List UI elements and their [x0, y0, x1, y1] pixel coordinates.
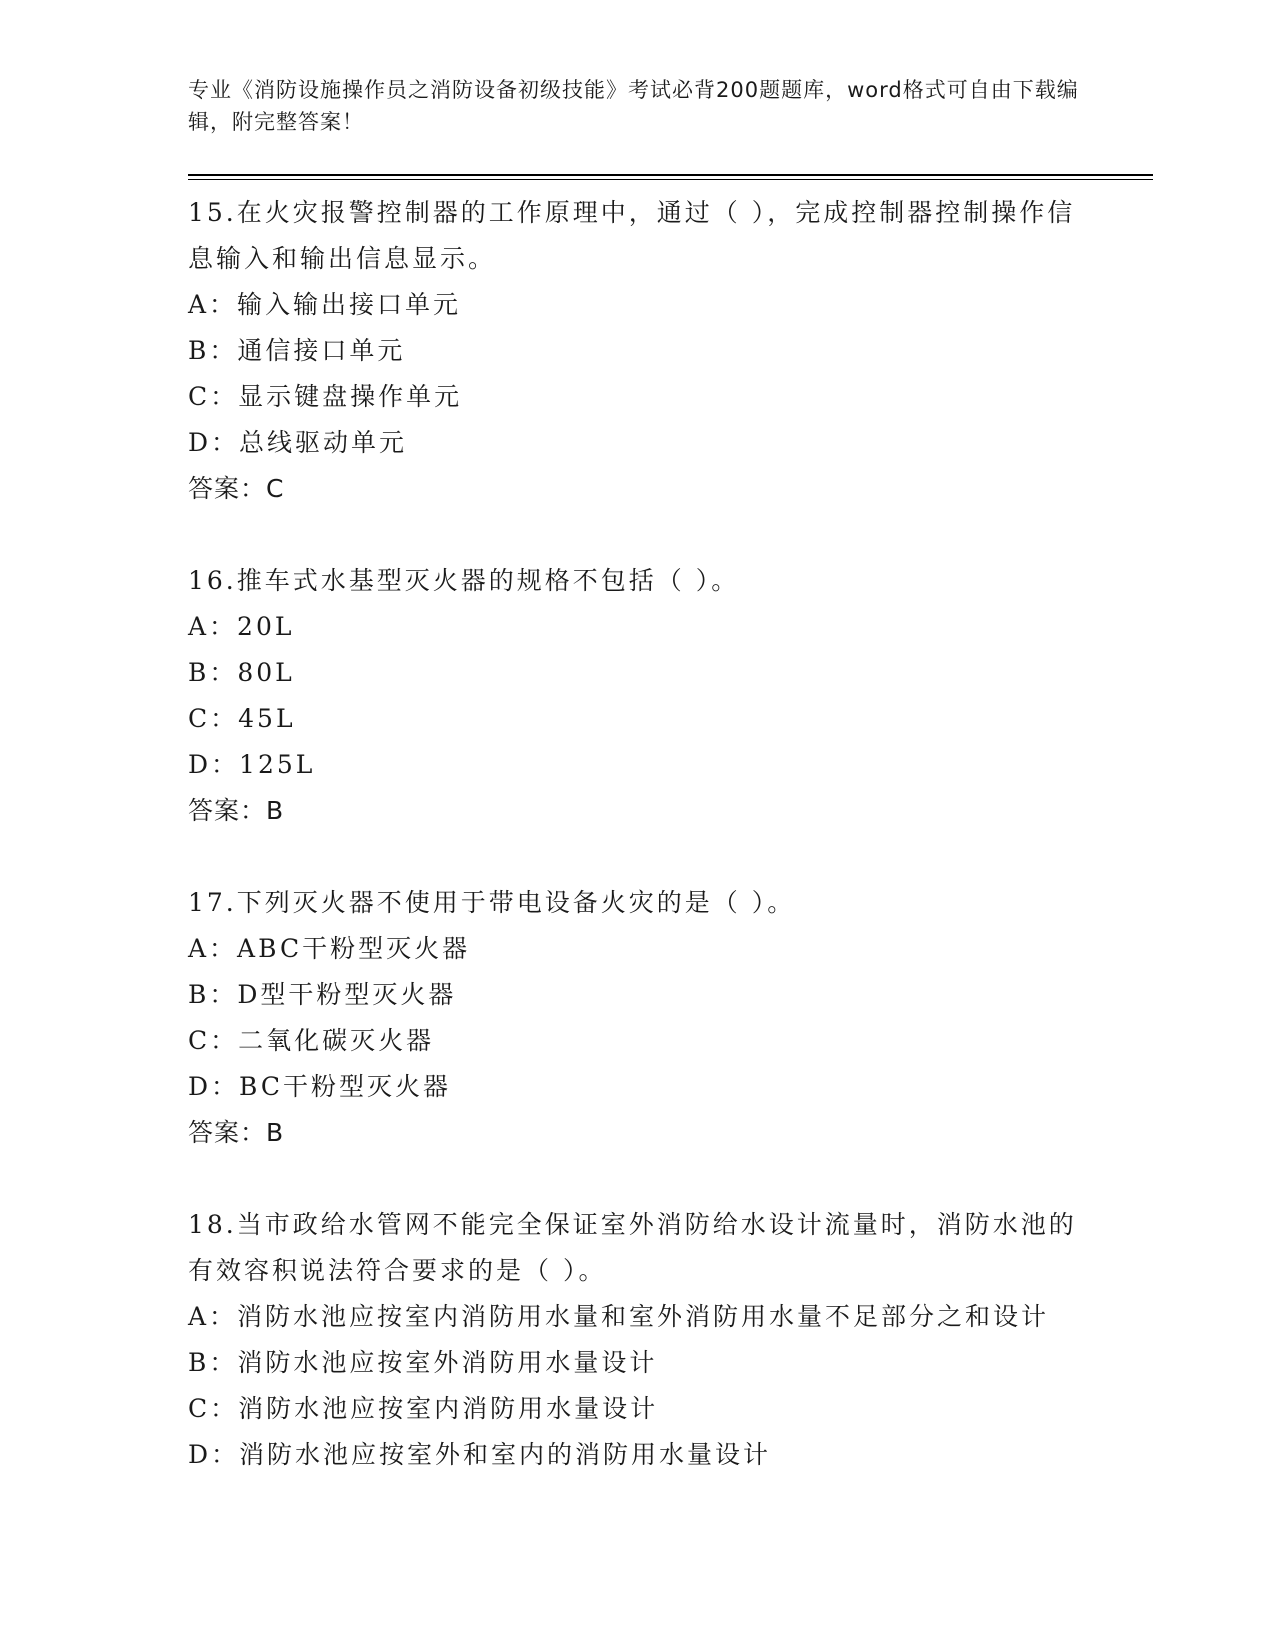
question-list: [188, 190, 1088, 1478]
option-c: C：消防水池应按室内消防用水量设计: [188, 1394, 659, 1423]
answer-line: 答案：B: [188, 1118, 285, 1147]
question-stem: 16.推车式水基型灭火器的规格不包括（ ）。: [188, 566, 740, 595]
option-a: A：20L: [188, 612, 295, 641]
question-gap: [188, 1156, 1088, 1202]
option-d: D：总线驱动单元: [188, 428, 408, 457]
option-c: C：显示键盘操作单元: [188, 382, 463, 411]
answer-line: 答案：C: [188, 474, 285, 503]
header-rule-thick: [188, 174, 1153, 176]
question-gap: [188, 512, 1088, 558]
option-b: B：消防水池应按室外消防用水量设计: [188, 1348, 658, 1377]
option-a: A：消防水池应按室内消防用水量和室外消防用水量不足部分之和设计: [188, 1302, 1050, 1331]
header-rule-thin: [188, 179, 1153, 180]
question-stem: 15.在火灾报警控制器的工作原理中，通过（ ），完成控制器控制操作信息输入和输出信息显示。: [188, 198, 1076, 273]
question-18: [188, 1202, 1088, 1478]
option-d: D：125L: [188, 750, 316, 779]
question-gap: [188, 834, 1088, 880]
option-c: C：45L: [188, 704, 296, 733]
question-stem: 18.当市政给水管网不能完全保证室外消防给水设计流量时，消防水池的有效容积说法符合要求的是（ ）。: [188, 1210, 1077, 1285]
option-c: C：二氧化碳灭火器: [188, 1026, 435, 1055]
document-header: 专业《消防设施操作员之消防设备初级技能》考试必背200题题库，word格式可自由下载编辑，附完整答案！: [188, 78, 1079, 134]
option-b: B：通信接口单元: [188, 336, 406, 365]
question-16: [188, 558, 1088, 834]
option-b: B：D型干粉型灭火器: [188, 980, 457, 1009]
option-a: A：输入输出接口单元: [188, 290, 462, 319]
question-15: [188, 190, 1088, 512]
option-a: A：ABC干粉型灭火器: [188, 934, 471, 963]
question-17: [188, 880, 1088, 1156]
answer-line: 答案：B: [188, 796, 285, 825]
option-d: D：消防水池应按室外和室内的消防用水量设计: [188, 1440, 772, 1469]
option-d: D：BC干粉型灭火器: [188, 1072, 452, 1101]
option-b: B：80L: [188, 658, 295, 687]
question-stem: 17.下列灭火器不使用于带电设备火灾的是（ ）。: [188, 888, 796, 917]
